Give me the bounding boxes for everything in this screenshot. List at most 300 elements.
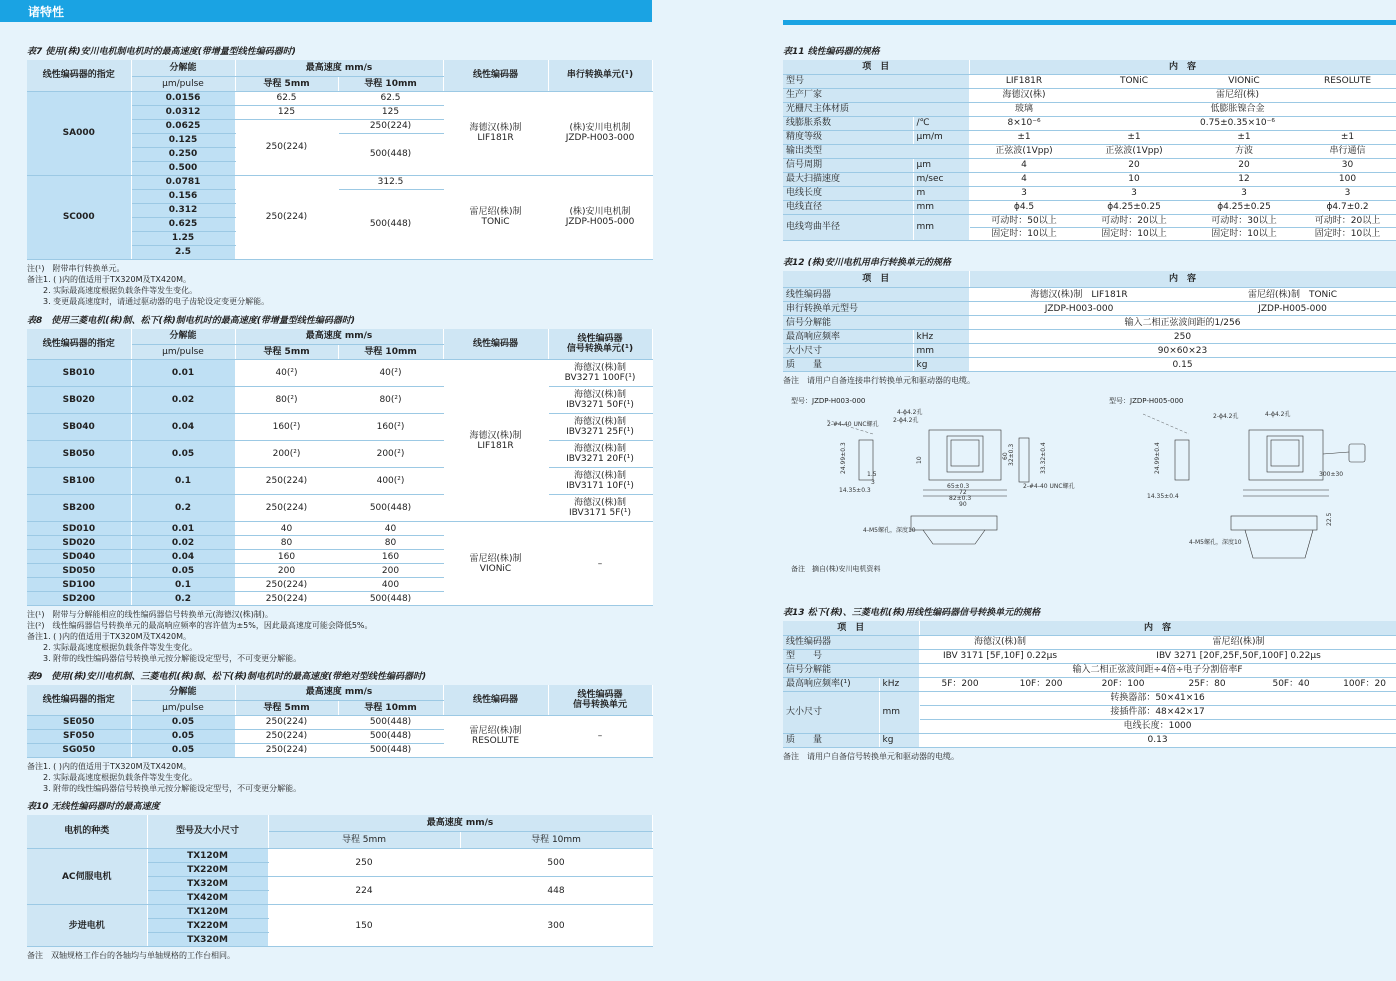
cell: 电线长度：1000 (919, 719, 1396, 733)
top-view-h003 (929, 430, 1001, 480)
cell: ϕ4.25±0.25 (1189, 200, 1299, 214)
res-cell: 0.0156 (131, 91, 235, 105)
res-cell: 0.250 (131, 147, 235, 161)
cell: 500 (460, 849, 652, 877)
res-cell: 0.2 (131, 495, 235, 522)
col-res: 分解能 (131, 685, 235, 700)
cell: 海德汉(株)制 LIF181R (969, 288, 1189, 302)
cell: 4 (969, 172, 1079, 186)
dim-label: 2-#4-40 UNC螺孔 (827, 421, 879, 428)
table9 (27, 685, 653, 758)
model-label-h003: 型号：JZDP-H003-000 (791, 397, 866, 405)
cell: 160(²) (338, 414, 443, 441)
row-label: 生产厂家 (783, 88, 969, 102)
drawing-source-note: 备注 摘自(株)安川电机资料 (791, 565, 881, 573)
dim-label: 90 (959, 501, 967, 508)
row-name: SD010 (27, 522, 131, 536)
cell: ±1 (1299, 130, 1396, 144)
table11-title: 表11 线性编码器的规格 (783, 47, 880, 57)
note: 备注1. ( )内的值适用于TX320M及TX420M。 (27, 632, 192, 641)
row-unit: μm/m (913, 130, 969, 144)
cell: 50F：40 (1249, 677, 1333, 691)
cell: 300 (460, 905, 652, 947)
col-lead5: 导程 5mm (235, 700, 338, 715)
unit-cell: 海德汉(株)制 IBV3171 5F(¹) (548, 495, 652, 522)
row-label: 信号分解能 (783, 663, 919, 677)
table11 (783, 60, 1396, 241)
front-view-h005 (1231, 516, 1317, 530)
col-item: 项 目 (783, 621, 919, 635)
res-cell: 0.500 (131, 161, 235, 175)
col-res-unit: μm/pulse (131, 76, 235, 91)
unit-cell: – (548, 522, 652, 606)
col-lead5: 导程 5mm (235, 76, 338, 91)
cell: IBV 3271 [20F,25F,50F,100F] 0.22μs (1081, 649, 1396, 663)
cell: 500(448) (338, 495, 443, 522)
cell: 500(448) (338, 133, 443, 175)
cell: 62.5 (235, 91, 338, 105)
row-name: SD200 (27, 592, 131, 606)
cell: 雷尼绍(株) (1079, 88, 1396, 102)
cell: 250(224) (235, 592, 338, 606)
dim-label: 72 (959, 489, 967, 496)
row-label: 输出类型 (783, 144, 969, 158)
cell: 40 (338, 522, 443, 536)
row-unit: μm (913, 158, 969, 172)
res-cell: 0.312 (131, 203, 235, 217)
cell: 250(224) (235, 715, 338, 729)
cell: 250(224) (235, 578, 338, 592)
encoder-cell: 海德汉(株)制 LIF181R (443, 360, 548, 522)
col-content: 内 容 (969, 271, 1396, 288)
cell: 250 (268, 849, 460, 877)
cell: TONiC (1079, 74, 1189, 88)
col-res-unit: μm/pulse (131, 345, 235, 360)
cell: 输入二相正弦波间距÷4倍÷电子分割倍率F (919, 663, 1396, 677)
cell: 可动时：30以上 (1189, 214, 1299, 227)
cell: 80 (235, 536, 338, 550)
note: 注(¹) 附带与分解能相应的线性编码器信号转换单元(海德汉(株)制)。 (27, 610, 273, 619)
row-label: 信号分解能 (783, 316, 969, 330)
table7-notes (27, 263, 652, 307)
row-name: SE050 (27, 715, 131, 729)
col-l10: 导程 10mm (460, 832, 652, 849)
row-name: SC000 (27, 175, 131, 259)
cell: 125 (235, 105, 338, 119)
dim-label: 2-#4-40 UNC螺孔 (1023, 483, 1075, 490)
cell: ±1 (1079, 130, 1189, 144)
cell: 海德汉(株) (969, 88, 1079, 102)
cell: 8×10⁻⁶ (969, 116, 1079, 130)
motor-cell: 步进电机 (27, 905, 147, 947)
cell: 160(²) (235, 414, 338, 441)
table8-notes (27, 609, 652, 664)
cell: 90×60×23 (969, 344, 1396, 358)
row-unit: mm (879, 691, 919, 733)
row-name: SB020 (27, 387, 131, 414)
encoder-cell: 雷尼绍(株)制 VIONiC (443, 522, 548, 606)
row-label: 最高响应频率(¹) (783, 677, 879, 691)
cell: 可动时：50以上 (969, 214, 1079, 227)
row-name: SF050 (27, 729, 131, 743)
cell: 0.15 (969, 358, 1396, 372)
cell: 150 (268, 905, 460, 947)
row-name: SD100 (27, 578, 131, 592)
note: 注(¹) 附带串行转换单元。 (27, 263, 125, 273)
table13-title: 表13 松下(株)、三菱电机(株)用线性编码器信号转换单元的规格 (783, 608, 1041, 618)
row-unit: mm (913, 200, 969, 214)
cell: 500(448) (338, 592, 443, 606)
col-content: 内 容 (919, 621, 1396, 635)
col-item: 项 目 (783, 60, 969, 74)
cell: 200 (338, 564, 443, 578)
col-res: 分解能 (131, 329, 235, 345)
cell: 0.75±0.35×10⁻⁶ (1079, 116, 1396, 130)
row-unit: /℃ (913, 116, 969, 130)
cell: 500(448) (338, 729, 443, 743)
table8-title: 表8 使用三菱电机(株)制、松下(株)制电机时的最高速度(带增量型线性编码器时) (27, 315, 355, 326)
table7-title: 表7 使用(株)安川电机制电机时的最高速度(带增量型线性编码器时) (27, 47, 296, 57)
encoder-cell: 海德汉(株)制 LIF181R (443, 91, 548, 175)
table9-title: 表9 使用(株)安川电机制、三菱电机(株)制、松下(株)制电机时的最高速度(带绝对型线性编码器时) (27, 672, 427, 682)
cell: 输入二相正弦波间距的1/256 (969, 316, 1396, 330)
model-cell: TX220M (147, 919, 268, 933)
row-label: 精度等级 (783, 130, 913, 144)
col-item: 项 目 (783, 271, 969, 288)
dim-label: 32±0.3 (1008, 443, 1015, 466)
col-encoder: 线性编码器 (443, 60, 548, 91)
motor-cell: AC伺服电机 (27, 849, 147, 905)
col-res-unit: μm/pulse (131, 700, 235, 715)
note: 3. 变更最高速度时，请通过驱动器的电子齿轮设定变更分解能。 (27, 296, 270, 306)
dim-label: 4-ϕ4.2孔 (897, 409, 923, 416)
cell: 3 (1189, 186, 1299, 200)
row-unit: kHz (913, 330, 969, 344)
table12-note: 备注 请用户自备连接串行转换单元和驱动器的电缆。 (783, 376, 975, 385)
unit-cell: 海德汉(株)制 IBV3271 50F(¹) (548, 387, 652, 414)
cell: 250(224) (235, 495, 338, 522)
encoder-cell: 雷尼绍(株)制 TONiC (443, 175, 548, 259)
row-unit: m (913, 186, 969, 200)
cell: 可动时：20以上 (1079, 214, 1189, 227)
cell: 5F：200 (919, 677, 1001, 691)
row-label: 型 号 (783, 649, 919, 663)
dim-label: 2-ϕ4.2孔 (1213, 413, 1239, 420)
note: 2. 实际最高速度根据负载条件等发生变化。 (27, 643, 198, 652)
unit-cell: (株)安川电机制 JZDP-H005-000 (548, 175, 652, 259)
row-label: 串行转换单元型号 (783, 302, 969, 316)
dim-label: 22.5 (1326, 512, 1333, 526)
cell: 3 (969, 186, 1079, 200)
cell: 正弦波(1Vpp) (969, 144, 1079, 158)
cell: 40 (235, 522, 338, 536)
cell: 方波 (1189, 144, 1299, 158)
cell: 250(224) (235, 468, 338, 495)
res-cell: 0.01 (131, 360, 235, 387)
cell: 正弦波(1Vpp) (1079, 144, 1189, 158)
right-column (783, 44, 1396, 762)
cell: LIF181R (969, 74, 1079, 88)
table13 (783, 621, 1396, 748)
res-cell: 0.05 (131, 743, 235, 757)
col-motor: 电机的种类 (27, 815, 147, 849)
col-unit: 线性编码器 信号转换单元 (548, 685, 652, 715)
res-cell: 0.0625 (131, 119, 235, 133)
note: 注(²) 线性编码器信号转换单元的最高响应频率的容许值为±5%，因此最高速度可能会降低5%。 (27, 621, 373, 630)
cell: 80(²) (338, 387, 443, 414)
dim-label: 10 (916, 456, 923, 464)
cell: 400 (338, 578, 443, 592)
cell: 串行通信 (1299, 144, 1396, 158)
cell: JZDP-H003-000 (969, 302, 1189, 316)
col-lead10: 导程 10mm (338, 700, 443, 715)
cell: 雷尼绍(株)制 TONiC (1189, 288, 1396, 302)
cell: 250(224) (338, 119, 443, 133)
cell: 3 (1079, 186, 1189, 200)
cell: 250(224) (235, 119, 338, 175)
cell: 200(²) (235, 441, 338, 468)
encoder-cell: 雷尼绍(株)制 RESOLUTE (443, 715, 548, 757)
dim-label: 3 (871, 479, 875, 486)
cell: 400(²) (338, 468, 443, 495)
row-unit: mm (913, 214, 969, 240)
table10-note: 备注 双轴规格工作台的各轴均与单轴规格的工作台相同。 (27, 951, 235, 960)
row-name: SB100 (27, 468, 131, 495)
cell: ϕ4.25±0.25 (1079, 200, 1189, 214)
row-name: SA000 (27, 91, 131, 175)
col-lead5: 导程 5mm (235, 345, 338, 360)
row-unit: m/sec (913, 172, 969, 186)
dim-label: 4-ϕ4.2孔 (1265, 411, 1291, 418)
res-cell: 0.02 (131, 387, 235, 414)
row-label: 线性编码器 (783, 635, 919, 649)
res-cell: 0.01 (131, 522, 235, 536)
dim-label: 14.35±0.3 (839, 487, 871, 494)
dim-label: 33.32±0.4 (1040, 442, 1047, 474)
cell: 250(224) (235, 729, 338, 743)
res-cell: 0.0781 (131, 175, 235, 189)
dim-label: 82±0.3 (949, 495, 972, 502)
table9-notes (27, 761, 652, 794)
cell: 200(²) (338, 441, 443, 468)
cell: 250 (969, 330, 1396, 344)
dim-label: 65±0.3 (947, 483, 970, 490)
res-cell: 0.125 (131, 133, 235, 147)
cell: 20 (1189, 158, 1299, 172)
row-unit: mm (913, 344, 969, 358)
unit-cell: (株)安川电机制 JZDP-H003-000 (548, 91, 652, 175)
cell: 100 (1299, 172, 1396, 186)
unit-cell: 海德汉(株)制 BV3271 100F(¹) (548, 360, 652, 387)
cell: 3 (1299, 186, 1396, 200)
unit-cell: 海德汉(株)制 IBV3171 10F(¹) (548, 468, 652, 495)
res-cell: 0.02 (131, 536, 235, 550)
res-cell: 2.5 (131, 245, 235, 259)
cell: 玻璃 (969, 102, 1079, 116)
row-unit: kg (913, 358, 969, 372)
row-label: 线膨胀系数 (783, 116, 913, 130)
res-cell: 0.05 (131, 715, 235, 729)
dim-label: 14.35±0.4 (1147, 493, 1179, 500)
row-name: SD020 (27, 536, 131, 550)
col-model: 型号及大小尺寸 (147, 815, 268, 849)
res-cell: 0.2 (131, 592, 235, 606)
cell: 10 (1079, 172, 1189, 186)
unit-cell: – (548, 715, 652, 757)
unit-cell: 海德汉(株)制 IBV3271 25F(¹) (548, 414, 652, 441)
col-lead10: 导程 10mm (338, 345, 443, 360)
res-cell: 0.05 (131, 441, 235, 468)
cell: ±1 (969, 130, 1079, 144)
col-maxspeed: 最高速度 mm/s (235, 329, 443, 345)
cell: 雷尼绍(株)制 (1081, 635, 1396, 649)
dim-label: 24.99±0.3 (840, 442, 847, 474)
model-cell: TX120M (147, 849, 268, 863)
cell: 转换器部：50×41×16 (919, 691, 1396, 705)
dim-label: 2-ϕ4.2孔 (893, 417, 919, 424)
res-cell: 0.05 (131, 564, 235, 578)
cell: 固定时：10以上 (969, 227, 1079, 240)
cell: ±1 (1189, 130, 1299, 144)
header-rule-right (783, 20, 1396, 25)
col-maxspeed: 最高速度 mm/s (235, 685, 443, 700)
cell: 20 (1079, 158, 1189, 172)
page-title: 诸特性 (0, 0, 652, 22)
cell: 62.5 (338, 91, 443, 105)
cell: 固定时：10以上 (1299, 227, 1396, 240)
cell: 500(448) (338, 743, 443, 757)
note: 3. 附带的线性编码器信号转换单元按分解能设定型号，不可变更分解能。 (27, 783, 302, 793)
dim-label: 4-M5螺孔，深度10 (1189, 539, 1242, 546)
res-cell: 0.05 (131, 729, 235, 743)
cell: ϕ4.7±0.2 (1299, 200, 1396, 214)
cell: 200 (235, 564, 338, 578)
res-cell: 1.25 (131, 231, 235, 245)
dim-label: 300±30 (1319, 471, 1344, 478)
col-maxspeed: 最高速度 mm/s (235, 60, 443, 76)
table7 (27, 60, 653, 260)
cell: 500(448) (338, 189, 443, 259)
cell: 10F：200 (1001, 677, 1081, 691)
cell: IBV 3171 [5F,10F] 0.22μs (919, 649, 1081, 663)
col-unit: 线性编码器 信号转换单元(¹) (548, 329, 652, 360)
col-designation: 线性编码器的指定 (27, 329, 131, 360)
row-label: 最高响应频率 (783, 330, 913, 344)
cell: 可动时：20以上 (1299, 214, 1396, 227)
col-encoder: 线性编码器 (443, 685, 548, 715)
cell: RESOLUTE (1299, 74, 1396, 88)
model-cell: TX220M (147, 863, 268, 877)
col-encoder: 线性编码器 (443, 329, 548, 360)
cell: 160 (338, 550, 443, 564)
dim-label: 4-M5螺孔，深度10 (863, 527, 916, 534)
res-cell: 0.1 (131, 468, 235, 495)
note: 2. 实际最高速度根据负载条件等发生变化。 (27, 285, 198, 295)
row-unit: kg (879, 733, 919, 747)
row-name: SB200 (27, 495, 131, 522)
note: 备注1. ( )内的值适用于TX320M及TX420M。 (27, 274, 192, 284)
note: 2. 实际最高速度根据负载条件等发生变化。 (27, 772, 198, 782)
dim-label: 60 (1002, 452, 1009, 460)
unit-cell: 海德汉(株)制 IBV3271 20F(¹) (548, 441, 652, 468)
row-name: SD050 (27, 564, 131, 578)
row-label: 大小尺寸 (783, 344, 913, 358)
model-cell: TX420M (147, 891, 268, 905)
cell: 250(224) (235, 175, 338, 259)
col-designation: 线性编码器的指定 (27, 60, 131, 91)
row-name: SD040 (27, 550, 131, 564)
cell: 低膨胀镍合金 (1079, 102, 1396, 116)
table12-title: 表12 (株)安川电机用串行转换单元的规格 (783, 257, 951, 268)
dimension-drawings (783, 392, 1396, 587)
row-name: SG050 (27, 743, 131, 757)
res-cell: 0.04 (131, 414, 235, 441)
dimension-drawing (783, 404, 1396, 579)
front-view-h003 (911, 516, 997, 530)
cell: 固定时：10以上 (1079, 227, 1189, 240)
cell: 固定时：10以上 (1189, 227, 1299, 240)
row-label: 信号周期 (783, 158, 913, 172)
row-label: 最大扫描速度 (783, 172, 913, 186)
cell: 125 (338, 105, 443, 119)
cell: 25F：80 (1165, 677, 1249, 691)
row-label: 大小尺寸 (783, 691, 879, 733)
cell: 160 (235, 550, 338, 564)
col-res: 分解能 (131, 60, 235, 76)
cell: VIONiC (1189, 74, 1299, 88)
model-cell: TX320M (147, 877, 268, 891)
note: 3. 附带的线性编码器信号转换单元按分解能设定型号，不可变更分解能。 (27, 654, 302, 663)
cell: 448 (460, 877, 652, 905)
row-name: SB040 (27, 414, 131, 441)
cell: 30 (1299, 158, 1396, 172)
cell: 接插件部：48×42×17 (919, 705, 1396, 719)
cell: 40(²) (338, 360, 443, 387)
model-label-h005: 型号：JZDP-H005-000 (1109, 397, 1184, 405)
cell: 4 (969, 158, 1079, 172)
left-column (27, 44, 652, 961)
dim-label: 24.99±0.4 (1154, 442, 1161, 474)
col-content: 内 容 (969, 60, 1396, 74)
header-rule-left (0, 20, 652, 22)
row-label: 电线长度 (783, 186, 913, 200)
row-label: 光栅尺主体材质 (783, 102, 969, 116)
col-unit: 串行转换单元(¹) (548, 60, 652, 91)
cell: JZDP-H005-000 (1189, 302, 1396, 316)
row-name: SB050 (27, 441, 131, 468)
model-cell: TX320M (147, 933, 268, 947)
cell: 海德汉(株)制 (919, 635, 1081, 649)
cell: 224 (268, 877, 460, 905)
table10 (27, 815, 653, 948)
col-max: 最高速度 mm/s (268, 815, 652, 832)
table10-title: 表10 无线性编码器时的最高速度 (27, 801, 160, 812)
res-cell: 0.04 (131, 550, 235, 564)
row-label: 质 量 (783, 358, 913, 372)
table12 (783, 271, 1396, 373)
col-designation: 线性编码器的指定 (27, 685, 131, 715)
cell: ϕ4.5 (969, 200, 1079, 214)
col-lead10: 导程 10mm (338, 76, 443, 91)
cell: 80(²) (235, 387, 338, 414)
note: 备注1. ( )内的值适用于TX320M及TX420M。 (27, 761, 192, 771)
cell: 20F：100 (1081, 677, 1165, 691)
model-cell: TX120M (147, 905, 268, 919)
table13-note: 备注 请用户自备信号转换单元和驱动器的电缆。 (783, 751, 959, 761)
cell: 0.13 (919, 733, 1396, 747)
dim-label: 1.5 (867, 471, 877, 478)
res-cell: 0.0312 (131, 105, 235, 119)
